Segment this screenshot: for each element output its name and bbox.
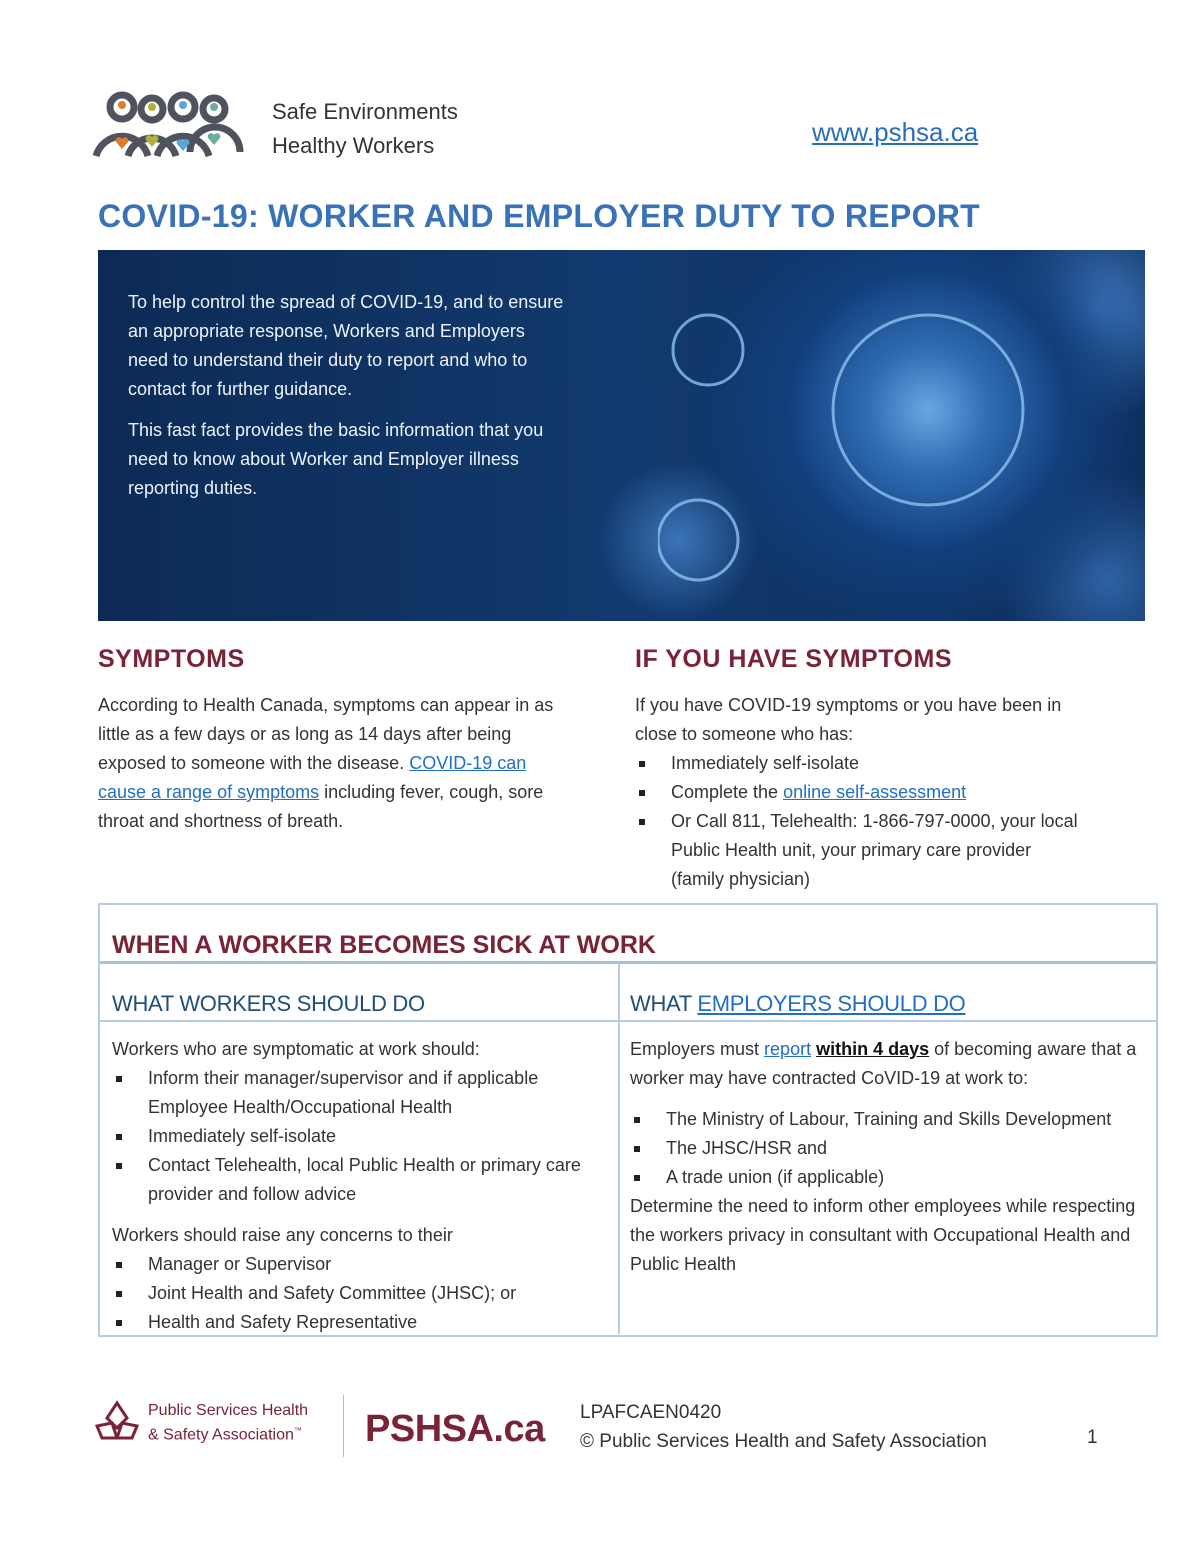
employers-link[interactable]: EMPLOYERS SHOULD DO: [697, 991, 966, 1016]
page-number: 1: [1087, 1427, 1098, 1448]
list-item: The Ministry of Labour, Training and Skills Development: [630, 1105, 1146, 1134]
org-name-line2: & Safety Association: [148, 1426, 294, 1444]
list-item: Manager or Supervisor: [112, 1250, 618, 1279]
employers-closing: Determine the need to inform other employees while respecting the workers privacy in consultant with Occupational Health and Public Health: [630, 1196, 1136, 1274]
list-item: Immediately self-isolate: [112, 1122, 618, 1151]
virus-image-icon: [658, 290, 1078, 620]
report-link[interactable]: report: [764, 1039, 812, 1059]
intro-text-2: of becoming aware that a worker may have contracted CoVID-19 at work to:: [630, 1039, 1137, 1088]
deadline-text: within 4 days: [816, 1039, 930, 1059]
footer-divider: [343, 1395, 344, 1457]
workers-intro: Workers who are symptomatic at work should:: [112, 1039, 480, 1059]
self-assessment-link[interactable]: online self-assessment: [783, 782, 967, 802]
document-code: LPAFCAEN0420: [580, 1402, 722, 1423]
trademark: ™: [293, 1425, 302, 1435]
table-heading: WHEN A WORKER BECOMES SICK AT WORK: [100, 905, 1156, 964]
intro-text: Employers must: [630, 1039, 765, 1059]
list-item: A trade union (if applicable): [630, 1163, 1146, 1192]
list-item: The JHSC/HSR and: [630, 1134, 1146, 1163]
copyright: © Public Services Health and Safety Association: [580, 1431, 987, 1452]
list-item: Immediately self-isolate: [635, 749, 1085, 778]
symptoms-link[interactable]: COVID-19 can cause a range of symptoms: [98, 753, 527, 802]
workers-column: [100, 964, 620, 1334]
employers-heading: [620, 964, 1156, 1022]
list-item: Or Call 811, Telehealth: 1-866-797-0000, your local Public Health unit, your primary care provider (family physician): [635, 807, 1085, 894]
page-title: COVID-19: WORKER AND EMPLOYER DUTY TO REPORT: [98, 198, 981, 234]
sick-at-work-table: [98, 903, 1158, 1337]
tagline-line2: Healthy Workers: [272, 133, 435, 158]
tagline-line1: Safe Environments: [272, 99, 458, 124]
footer-brand: PSHSA.ca: [365, 1408, 545, 1450]
hero-banner: [98, 250, 1145, 621]
pshsa-trillium-icon: [92, 1398, 142, 1448]
if-symptoms-heading: IF YOU HAVE SYMPTOMS: [635, 645, 952, 673]
list-item: Contact Telehealth, local Public Health or primary care provider and follow advice: [112, 1151, 618, 1209]
list-item: Inform their manager/supervisor and if applicable Employee Health/Occupational Health: [112, 1064, 618, 1122]
symptoms-heading: SYMPTOMS: [98, 645, 245, 673]
employers-intro: [630, 1035, 1146, 1093]
workers-intro-2: Workers should raise any concerns to their: [112, 1225, 453, 1245]
website-link[interactable]: www.pshsa.ca: [812, 117, 979, 147]
hero-paragraph-1: To help control the spread of COVID-19, and to ensure an appropriate response, Workers and Employers need to understand their duty to report and who to contact for further guidance.: [128, 292, 564, 399]
list-item: Joint Health and Safety Committee (JHSC); or: [112, 1279, 618, 1308]
if-symptoms-intro: If you have COVID-19 symptoms or you have been in close to someone who has:: [635, 695, 1062, 744]
list-item: [635, 778, 1085, 807]
hero-paragraph-2: This fast fact provides the basic information that you need to know about Worker and Employer illness reporting duties.: [128, 420, 544, 498]
pshsa-logo: [92, 1398, 308, 1448]
logo: [92, 90, 247, 160]
employers-column: [620, 964, 1156, 1334]
symptoms-text-2: including fever, cough, sore throat and shortness of breath.: [98, 782, 544, 831]
symptoms-text-1: According to Health Canada, symptoms can appear in as little as a few days or as long as 14 days after being exposed to someone with the disease.: [98, 695, 554, 773]
symptoms-text: [98, 691, 558, 836]
item-text: Complete the: [671, 782, 784, 802]
org-name-line1: Public Services Health: [148, 1401, 309, 1419]
list-item: Health and Safety Representative: [112, 1308, 618, 1337]
people-logo-icon: [92, 90, 247, 160]
heading-prefix: WHAT: [630, 991, 698, 1016]
workers-heading: WHAT WORKERS SHOULD DO: [100, 964, 618, 1022]
